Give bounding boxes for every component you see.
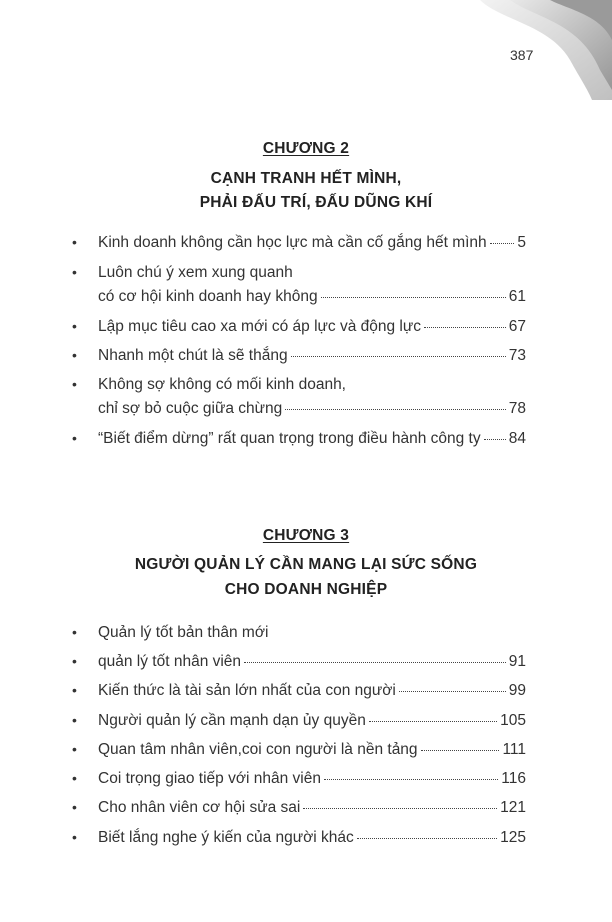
toc-entry[interactable] bbox=[72, 829, 526, 847]
entry-page-number: 125 bbox=[500, 829, 526, 846]
dot-leader bbox=[324, 779, 498, 780]
entry-title: Coi trọng giao tiếp với nhân viên bbox=[98, 770, 321, 787]
toc-entry-continued[interactable] bbox=[72, 288, 526, 306]
toc-entry[interactable] bbox=[72, 653, 526, 671]
entry-page-number: 111 bbox=[502, 741, 526, 758]
bullet-icon: • bbox=[72, 347, 77, 363]
bullet-icon: • bbox=[72, 682, 77, 698]
bullet-icon: • bbox=[72, 741, 77, 757]
dot-leader bbox=[369, 721, 497, 722]
entry-page-number: 67 bbox=[508, 318, 526, 335]
bullet-icon: • bbox=[72, 624, 77, 640]
page-number: 387 bbox=[510, 47, 534, 63]
toc-entry[interactable] bbox=[72, 430, 526, 448]
entry-title: Biết lắng nghe ý kiến của người khác bbox=[98, 829, 354, 846]
entry-page-number: 91 bbox=[508, 653, 526, 670]
toc-entry[interactable] bbox=[72, 770, 526, 788]
dot-leader bbox=[285, 409, 505, 410]
entry-page-number: 116 bbox=[501, 770, 526, 787]
chapter-3-title-line-1: NGƯỜI QUẢN LÝ CẦN MANG LẠI SỨC SỐNG bbox=[134, 556, 478, 573]
entry-page-number: 99 bbox=[508, 682, 526, 699]
entry-title: Luôn chú ý xem xung quanh bbox=[98, 264, 293, 281]
bullet-icon: • bbox=[72, 318, 77, 334]
chapter-2-title-line-2: PHẢI ĐẤU TRÍ, ĐẤU DŨNG KHÍ bbox=[199, 194, 433, 211]
bullet-icon: • bbox=[72, 712, 77, 728]
entry-title: Quản lý tốt bản thân mới bbox=[98, 624, 269, 641]
toc-entry[interactable] bbox=[72, 234, 526, 252]
toc-entry-continued[interactable] bbox=[72, 400, 526, 418]
dot-leader bbox=[321, 297, 506, 298]
entry-title: Người quản lý cần mạnh dạn ủy quyền bbox=[98, 712, 366, 729]
toc-entry[interactable] bbox=[72, 376, 526, 394]
entry-title: Nhanh một chút là sẽ thắng bbox=[98, 347, 288, 364]
dot-leader bbox=[303, 808, 497, 809]
chapter-2-title-line-1: CẠNH TRANH HẾT MÌNH, bbox=[210, 170, 402, 187]
chapter-3-title-line-2: CHO DOANH NGHIỆP bbox=[224, 581, 388, 598]
chapter-3-label: CHƯƠNG 3 bbox=[262, 527, 350, 544]
bullet-icon: • bbox=[72, 799, 77, 815]
dot-leader bbox=[291, 356, 506, 357]
toc-entry[interactable] bbox=[72, 712, 526, 730]
dot-leader bbox=[421, 750, 500, 751]
toc-entry[interactable] bbox=[72, 741, 526, 759]
toc-entry[interactable] bbox=[72, 624, 526, 642]
entry-page-number: 78 bbox=[508, 400, 526, 417]
dot-leader bbox=[357, 838, 497, 839]
entry-page-number: 5 bbox=[517, 234, 526, 251]
bullet-icon: • bbox=[72, 829, 77, 845]
entry-page-number: 105 bbox=[500, 712, 526, 729]
bullet-icon: • bbox=[72, 264, 77, 280]
bullet-icon: • bbox=[72, 770, 77, 786]
entry-title: quản lý tốt nhân viên bbox=[98, 653, 242, 670]
entry-title: Không sợ không có mối kinh doanh, bbox=[98, 376, 346, 393]
bullet-icon: • bbox=[72, 376, 77, 392]
entry-title: “Biết điểm dừng” rất quan trọng trong điều hành công ty bbox=[98, 430, 481, 447]
toc-entry[interactable] bbox=[72, 682, 526, 700]
toc-entry[interactable] bbox=[72, 318, 526, 336]
entry-title: Quan tâm nhân viên,coi con người là nền tảng bbox=[98, 741, 418, 758]
entry-title: Lập mục tiêu cao xa mới có áp lực và động lực bbox=[98, 318, 421, 335]
entry-page-number: 73 bbox=[508, 347, 526, 364]
entry-title: Kinh doanh không cần học lực mà cần cố gắng hết mình bbox=[98, 234, 487, 251]
toc-entry[interactable] bbox=[72, 347, 526, 365]
dot-leader bbox=[399, 691, 506, 692]
dot-leader bbox=[490, 243, 515, 244]
chapter-2-label: CHƯƠNG 2 bbox=[262, 140, 350, 157]
entry-title: chỉ sợ bỏ cuộc giữa chừng bbox=[98, 400, 283, 417]
toc-entry[interactable] bbox=[72, 264, 526, 282]
dot-leader bbox=[484, 439, 506, 440]
entry-page-number: 121 bbox=[500, 799, 526, 816]
entry-page-number: 84 bbox=[508, 430, 526, 447]
dot-leader bbox=[244, 662, 506, 663]
bullet-icon: • bbox=[72, 653, 77, 669]
toc-entry[interactable] bbox=[72, 799, 526, 817]
entry-page-number: 61 bbox=[508, 288, 526, 305]
entry-title: Cho nhân viên cơ hội sửa sai bbox=[98, 799, 301, 816]
entry-title: Kiến thức là tài sản lớn nhất của con người bbox=[98, 682, 396, 699]
bullet-icon: • bbox=[72, 430, 77, 446]
dot-leader bbox=[424, 327, 506, 328]
entry-title: có cơ hội kinh doanh hay không bbox=[98, 288, 318, 305]
bullet-icon: • bbox=[72, 234, 77, 250]
